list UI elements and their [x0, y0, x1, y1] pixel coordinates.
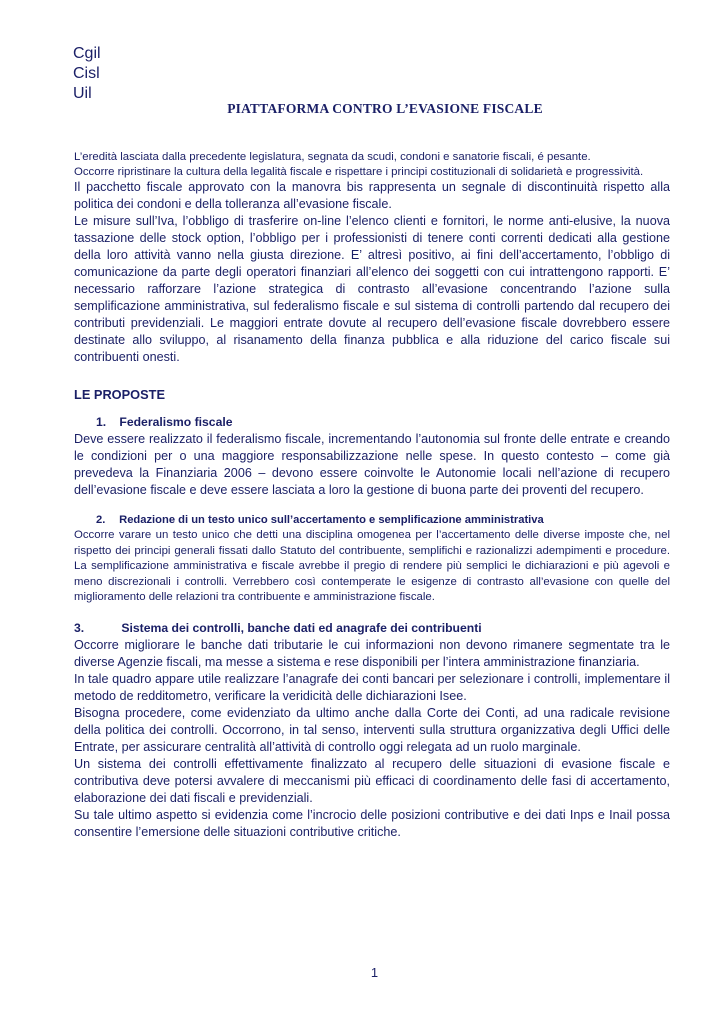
document-title: PIATTAFORMA CONTRO L’EVASIONE FISCALE [227, 101, 543, 116]
section-3-heading [74, 620, 670, 637]
section-1-heading [74, 414, 670, 431]
intro-paragraph-4: Le misure sull’Iva, l’obbligo di trasferire on-line l’elenco clienti e fornitori, le norme anti-elusive, la nuova tassazione delle stock option, l’obbligo per i professionisti di tenere conti correnti dedicati alla gestione della loro attività vanno nella giusta direzione. E’ altresì positivo, ai fini dell’accertamento, l’obbligo di comunicazione da parte degli operatori finanziari all’elenco dei soggetti con cui intrattengono rapporti. E’ necessario rafforzare l’azione strategica di contrasto all’evasione concentrando l’azione sulla semplificazione amministrativa, sul federalismo fiscale e sul sistema di controlli partendo dal recupero dei contributi previdenziali. Le maggiori entrate dovute al recupero dell’evasione fiscale dovrebbero essere destinate allo sviluppo, al risanamento della finanza pubblica e alla riduzione del carico fiscale sui contribuenti onesti. [74, 214, 670, 364]
proposals-heading: LE PROPOSTE [74, 387, 166, 402]
intro-paragraph-1: L’eredità lasciata dalla precedente legislatura, segnata da scudi, condoni e sanatorie fiscali, é pesante. [74, 151, 591, 163]
union-names [73, 44, 101, 104]
section-3-title: Sistema dei controlli, banche dati ed anagrafe dei contribuenti [121, 620, 482, 635]
intro-paragraph-2: Occorre ripristinare la cultura della legalità fiscale e rispettare i principi costituzionali di solidarietà e progressività. [74, 165, 644, 178]
page-number: 1 [370, 965, 379, 980]
section-3-number: 3. [74, 620, 85, 635]
section-1-number: 1. [96, 415, 107, 429]
section-3-paragraph-1: Occorre migliorare le banche dati tributarie le cui informazioni non devono rimanere segmentate tra le diverse Agenzie fiscali, ma messe a sistema e rese disponibili per l’intera amministrazione finanziaria. [74, 637, 670, 669]
section-2-number: 2. [96, 514, 106, 526]
section-3-paragraph-5: Su tale ultimo aspetto si evidenzia come l’incrocio delle posizioni contributive e dei dati Inps e Inail possa consentire l’emersione delle situazioni contributive critiche. [74, 807, 670, 839]
union-uil: Uil [73, 85, 92, 102]
section-3-paragraph-3: Bisogna procedere, come evidenziato da ultimo anche dalla Corte dei Conti, ad una radicale revisione della politica dei controlli. Occorrono, in tal senso, interventi sulla struttura organizzativa degli Uffici delle Entrate, per assicurare centralità all’attività di controllo oggi relegata ad un ruolo marginale. [74, 705, 670, 754]
section-3-paragraph-2: In tale quadro appare utile realizzare l’anagrafe dei conti bancari per selezionare i controlli, implementare il metodo de redditometro, verificare la veridicità delle dichiarazioni Isee. [74, 671, 670, 703]
document-body [74, 150, 670, 841]
section-2-text: Occorre varare un testo unico che detti una disciplina omogenea per l’accertamento delle diverse imposte che, nel rispetto dei principi generali fissati dallo Statuto del contribuente, semplifichi e razionalizzi adempimenti e procedure. La semplificazione amministrativa e fiscale avrebbe il pregio di rendere più semplici le dichiarazioni e più agevoli e meno discrezionali i controlli. Verrebbero così contemperate le esigenze di contrasto all’evasione con quelle del miglioramento delle relazioni tra contribuente e amministrazione fiscale. [74, 529, 670, 603]
section-1-title: Federalismo fiscale [119, 415, 233, 429]
union-cgil: Cgil [73, 45, 101, 62]
section-1-text: Deve essere realizzato il federalismo fiscale, incrementando l’autonomia sul fronte delle entrate e creando le condizioni per o una maggiore responsabilizzazione nelle spese. In questo contesto – come già prevedeva la Finanziaria 2006 – devono essere coinvolte le Autonomie locali nell’azione di recupero dell’evasione fiscale e deve essere lasciata a loro la gestione di buona parte dei proventi del recupero. [74, 432, 670, 497]
section-2-heading [74, 513, 670, 528]
section-2-title: Redazione di un testo unico sull’accertamento e semplificazione amministrativa [119, 514, 544, 526]
section-3-paragraph-4: Un sistema dei controlli effettivamente finalizzato al recupero delle situazioni di evasione fiscale e contributiva deve potersi avvalere di meccanismi più efficaci di coordinamento delle fasi di accertamento, elaborazione dei dati fiscali e previdenziali. [74, 756, 670, 805]
intro-paragraph-3: Il pacchetto fiscale approvato con la manovra bis rappresenta un segnale di discontinuità rispetto alla politica dei condoni e della tolleranza all’evasione fiscale. [74, 180, 670, 211]
union-cisl: Cisl [73, 65, 100, 82]
